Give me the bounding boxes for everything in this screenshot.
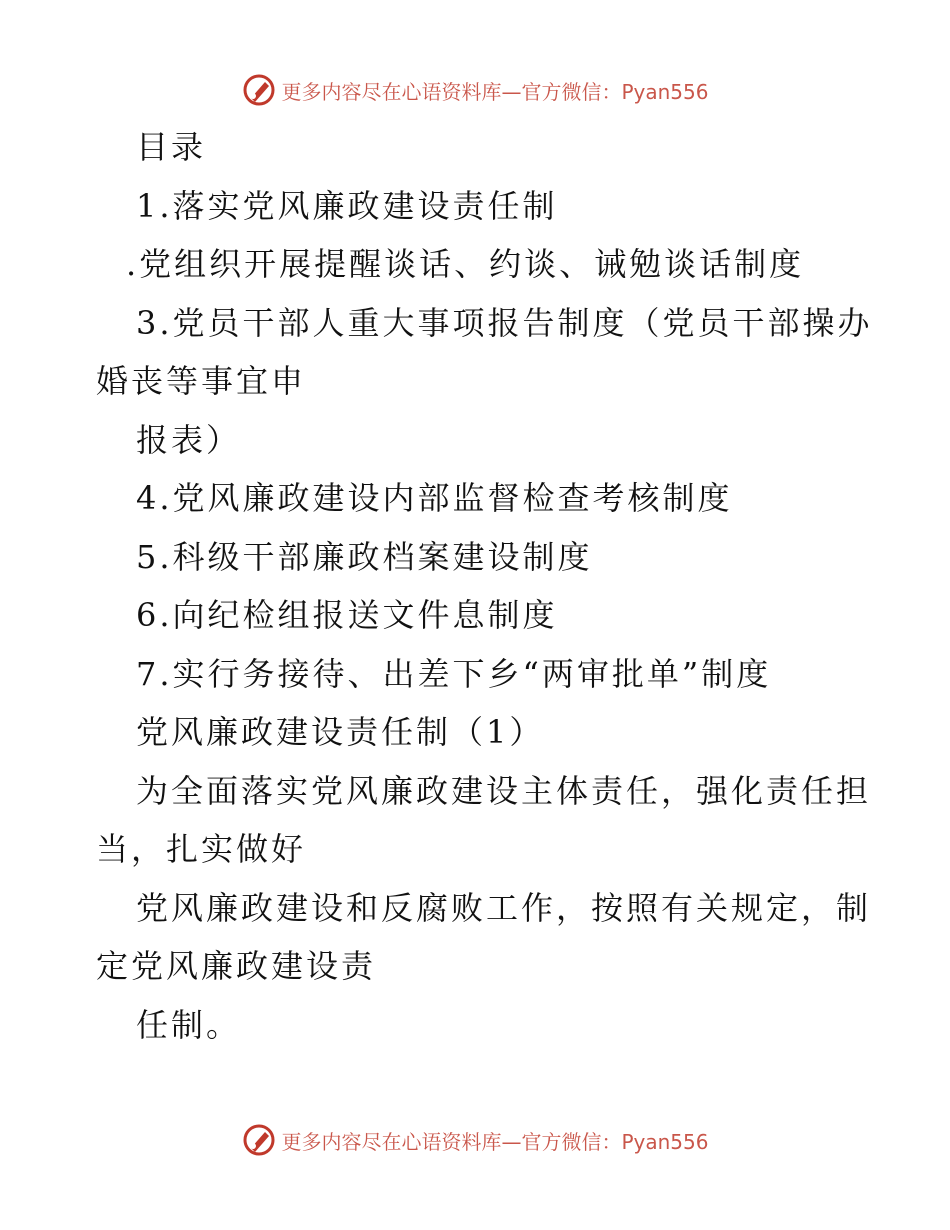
section-heading: 党风廉政建设责任制（1）	[136, 713, 545, 751]
pen-logo-icon	[241, 72, 277, 108]
watermark-text: 更多内容尽在心语资料库—官方微信：Pyan556	[281, 1129, 709, 1154]
watermark-text: 更多内容尽在心语资料库—官方微信：Pyan556	[281, 79, 709, 104]
document-body	[0, 118, 950, 1054]
paragraph-line: 为全面落实党风廉政建设主体责任，强化责任担	[136, 771, 872, 810]
toc-item-4: 4.党风廉政建设内部监督检查考核制度	[136, 479, 733, 517]
toc-item-3-cont2: 报表）	[136, 420, 242, 459]
paragraph-line: 党风廉政建设和反腐败工作，按照有关规定，制	[136, 888, 872, 927]
watermark-footer	[0, 1120, 950, 1160]
toc-item-3-cont: 婚丧等事宜申	[96, 362, 307, 400]
toc-item-3: 3.党员干部人重大事项报告制度（党员干部操办	[136, 303, 873, 342]
toc-item-6: 6.向纪检组报送文件息制度	[136, 596, 558, 634]
toc-title: 目录	[136, 128, 207, 166]
toc-item-2: .党组织开展提醒谈话、约谈、诫勉谈话制度	[126, 245, 805, 283]
paragraph-line: 定党风廉政建设责	[96, 947, 377, 985]
pen-logo-icon	[241, 1122, 277, 1158]
watermark-header	[0, 70, 950, 110]
toc-item-7: 7.实行务接待、出差下乡“两审批单”制度	[136, 654, 772, 693]
toc-item-1: 1.落实党风廉政建设责任制	[136, 186, 558, 225]
paragraph-line: 任制。	[136, 1005, 242, 1044]
paragraph-line: 当，扎实做好	[96, 830, 307, 868]
toc-item-5: 5.科级干部廉政档案建设制度	[136, 537, 593, 576]
